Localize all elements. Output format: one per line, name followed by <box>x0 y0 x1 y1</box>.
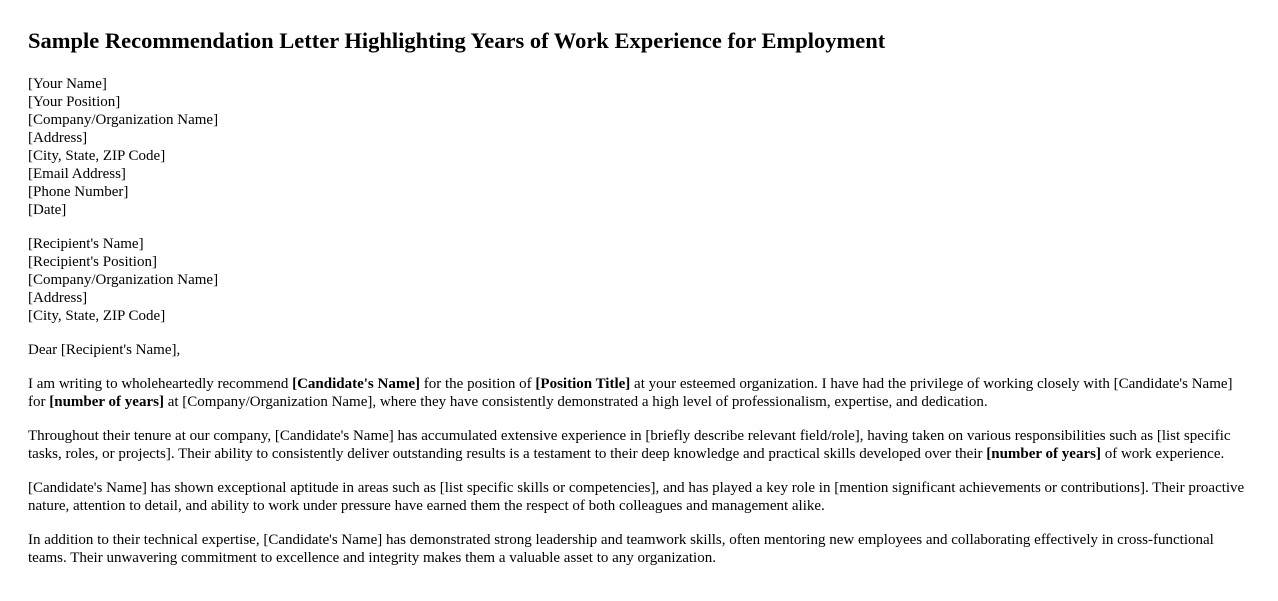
paragraph-intro <box>28 375 1250 411</box>
sender-date: [Date] <box>28 202 67 218</box>
sender-email: [Email Address] <box>28 166 126 182</box>
sender-city-state-zip: [City, State, ZIP Code] <box>28 148 166 164</box>
sender-position: [Your Position] <box>28 94 121 110</box>
paragraph-experience <box>28 427 1250 463</box>
candidate-name-emphasis: [Candidate's Name] <box>292 376 421 392</box>
paragraph-text: I am writing to wholeheartedly recommend <box>28 376 293 392</box>
recipient-address: [Address] <box>28 290 88 306</box>
paragraph-skills: [Candidate's Name] has shown exceptional aptitude in areas such as [list specific skills or competencies], and has played a key role in [mention significant achievements or contributions]. Their proactive nature, attention to detail, and ability to work under pressure have earned them the respect of both colleagues and management alike. <box>28 480 1245 514</box>
paragraph-leadership: In addition to their technical expertise, [Candidate's Name] has demonstrated strong leadership and teamwork skills, often mentoring new employees and collaborating effectively in cross-functional teams. Their unwavering commitment to excellence and integrity makes them a valuable asset to any organization. <box>28 532 1214 566</box>
recipient-position: [Recipient's Position] <box>28 254 157 270</box>
recipient-city-state-zip: [City, State, ZIP Code] <box>28 308 166 324</box>
sender-name: [Your Name] <box>28 76 107 92</box>
position-title-emphasis: [Position Title] <box>535 376 631 392</box>
years-emphasis: [number of years] <box>986 446 1101 462</box>
sender-company: [Company/Organization Name] <box>28 112 219 128</box>
years-emphasis: [number of years] <box>49 394 164 410</box>
paragraph-text: of work experience. <box>1100 446 1225 462</box>
paragraph-text: at [Company/Organization Name], where they have consistently demonstrated a high level of professionalism, expertise, and dedication. <box>163 394 988 410</box>
sender-address: [Address] <box>28 130 88 146</box>
sender-phone: [Phone Number] <box>28 184 129 200</box>
paragraph-text: Throughout their tenure at our company, [Candidate's Name] has accumulated extensive experience in [briefly describe relevant field/role], having taken on various responsibilities such as [list specific tasks, roles, or projects]. Their ability to consistently deliver outstanding results is a testament to their deep knowledge and practical skills developed over their <box>28 428 1231 462</box>
recipient-block <box>28 235 1250 325</box>
recipient-company: [Company/Organization Name] <box>28 272 219 288</box>
sender-block <box>28 75 1250 219</box>
salutation: Dear [Recipient's Name], <box>28 342 181 358</box>
paragraph-text: at your esteemed organization. I have had the privilege of working closely with [Candidate's Name] for <box>28 376 1233 410</box>
paragraph-text: for the position of <box>420 376 536 392</box>
recipient-name: [Recipient's Name] <box>28 236 144 252</box>
page-title: Sample Recommendation Letter Highlighting Years of Work Experience for Employment <box>28 28 886 53</box>
